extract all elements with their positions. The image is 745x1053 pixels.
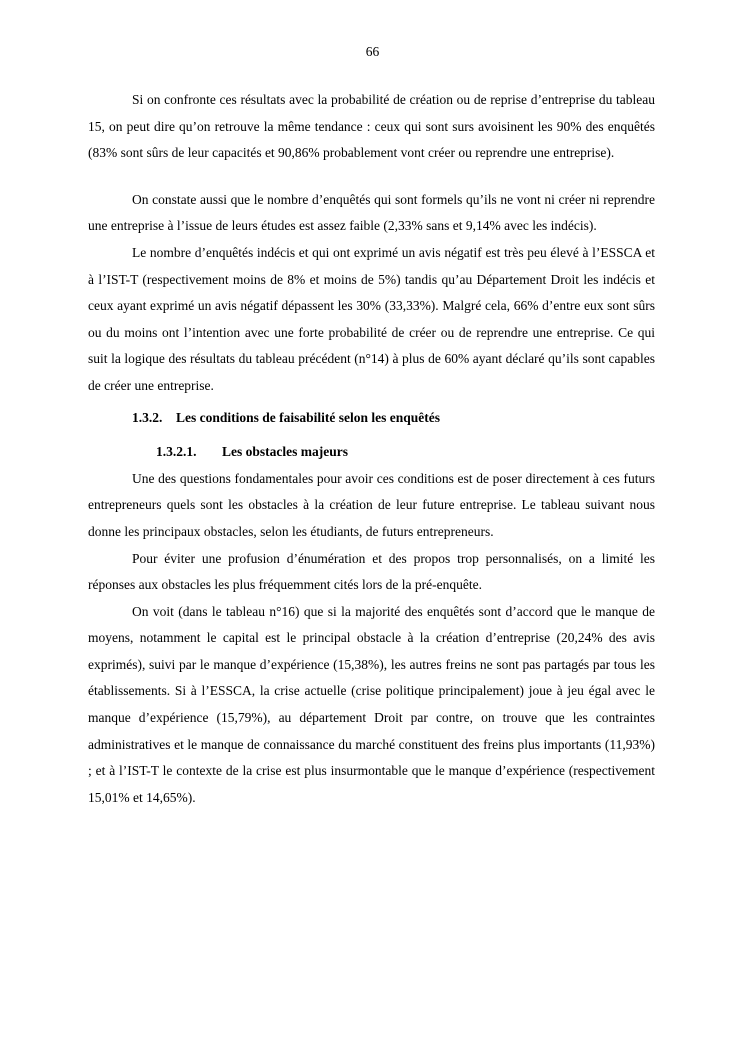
subsection-title: Les obstacles majeurs (222, 444, 348, 460)
section-heading (88, 405, 655, 432)
document-body (88, 87, 655, 811)
section-title: Les conditions de faisabilité selon les enquêtés (176, 409, 441, 425)
paragraph: Si on confronte ces résultats avec la probabilité de création ou de reprise d’entreprise du tableau 15, on peut dire qu’on retrouve la même tendance : ceux qui sont surs avoisinent les 90% des enquêtés (83% sont sûrs de leur capacités et 90,86% probablement vont créer ou reprendre une entreprise). (88, 92, 655, 161)
paragraph-spacer (88, 167, 655, 187)
subsection-number: 1.3.2.1. (156, 444, 197, 460)
section-number: 1.3.2. (132, 409, 163, 425)
subsection-heading (88, 439, 655, 466)
page-number: 66 (365, 44, 380, 59)
paragraph: Une des questions fondamentales pour avoir ces conditions est de poser directement à ces futurs entrepreneurs quels sont les obstacles à la création de leur future entreprise. Le tableau suivant nous donne les principaux obstacles, selon les étudiants, de futurs entrepreneurs. (88, 470, 655, 539)
paragraph: Pour éviter une profusion d’énumération et des propos trop personnalisés, on a limité les réponses aux obstacles les plus fréquemment cités lors de la pré-enquête. (88, 550, 655, 593)
paragraph: On constate aussi que le nombre d’enquêtés qui sont formels qu’ils ne vont ni créer ni reprendre une entreprise à l’issue de leurs études est assez faible (2,33% sans et 9,14% avec les indécis). (88, 191, 655, 234)
paragraph: Le nombre d’enquêtés indécis et qui ont exprimé un avis négatif est très peu élevé à l’ESSCA et à l’IST-T (respectivement moins de 8% et moins de 5%) tandis qu’au Département Droit les indécis et ceux ayant exprimé un avis négatif dépassent les 30% (33,33%). Malgré cela, 66% d’entre eux sont sûrs ou du moins ont l’intention avec une forte probabilité de créer ou de reprendre une entreprise. Ce qui suit la logique des résultats du tableau précédent (n°14) à plus de 60% ayant déclaré qu’ils sont capables de créer une entreprise. (88, 244, 655, 393)
paragraph: On voit (dans le tableau n°16) que si la majorité des enquêtés sont d’accord que le manque de moyens, notamment le capital est le principal obstacle à la création d’entreprise (20,24% des avis exprimés), suivi par le manque d’expérience (15,38%), les autres freins ne sont pas partagés par tous les établissements. Si à l’ESSCA, la crise actuelle (crise politique principalement) joue à jeu égal avec le manque d’expérience (15,79%), au département Droit par contre, on trouve que les contraintes administratives et le manque de connaissance du marché constituent des freins plus importants (11,93%) ; et à l’IST-T le contexte de la crise est plus insurmontable que le manque d’expérience (respectivement 15,01% et 14,65%). (88, 603, 655, 805)
